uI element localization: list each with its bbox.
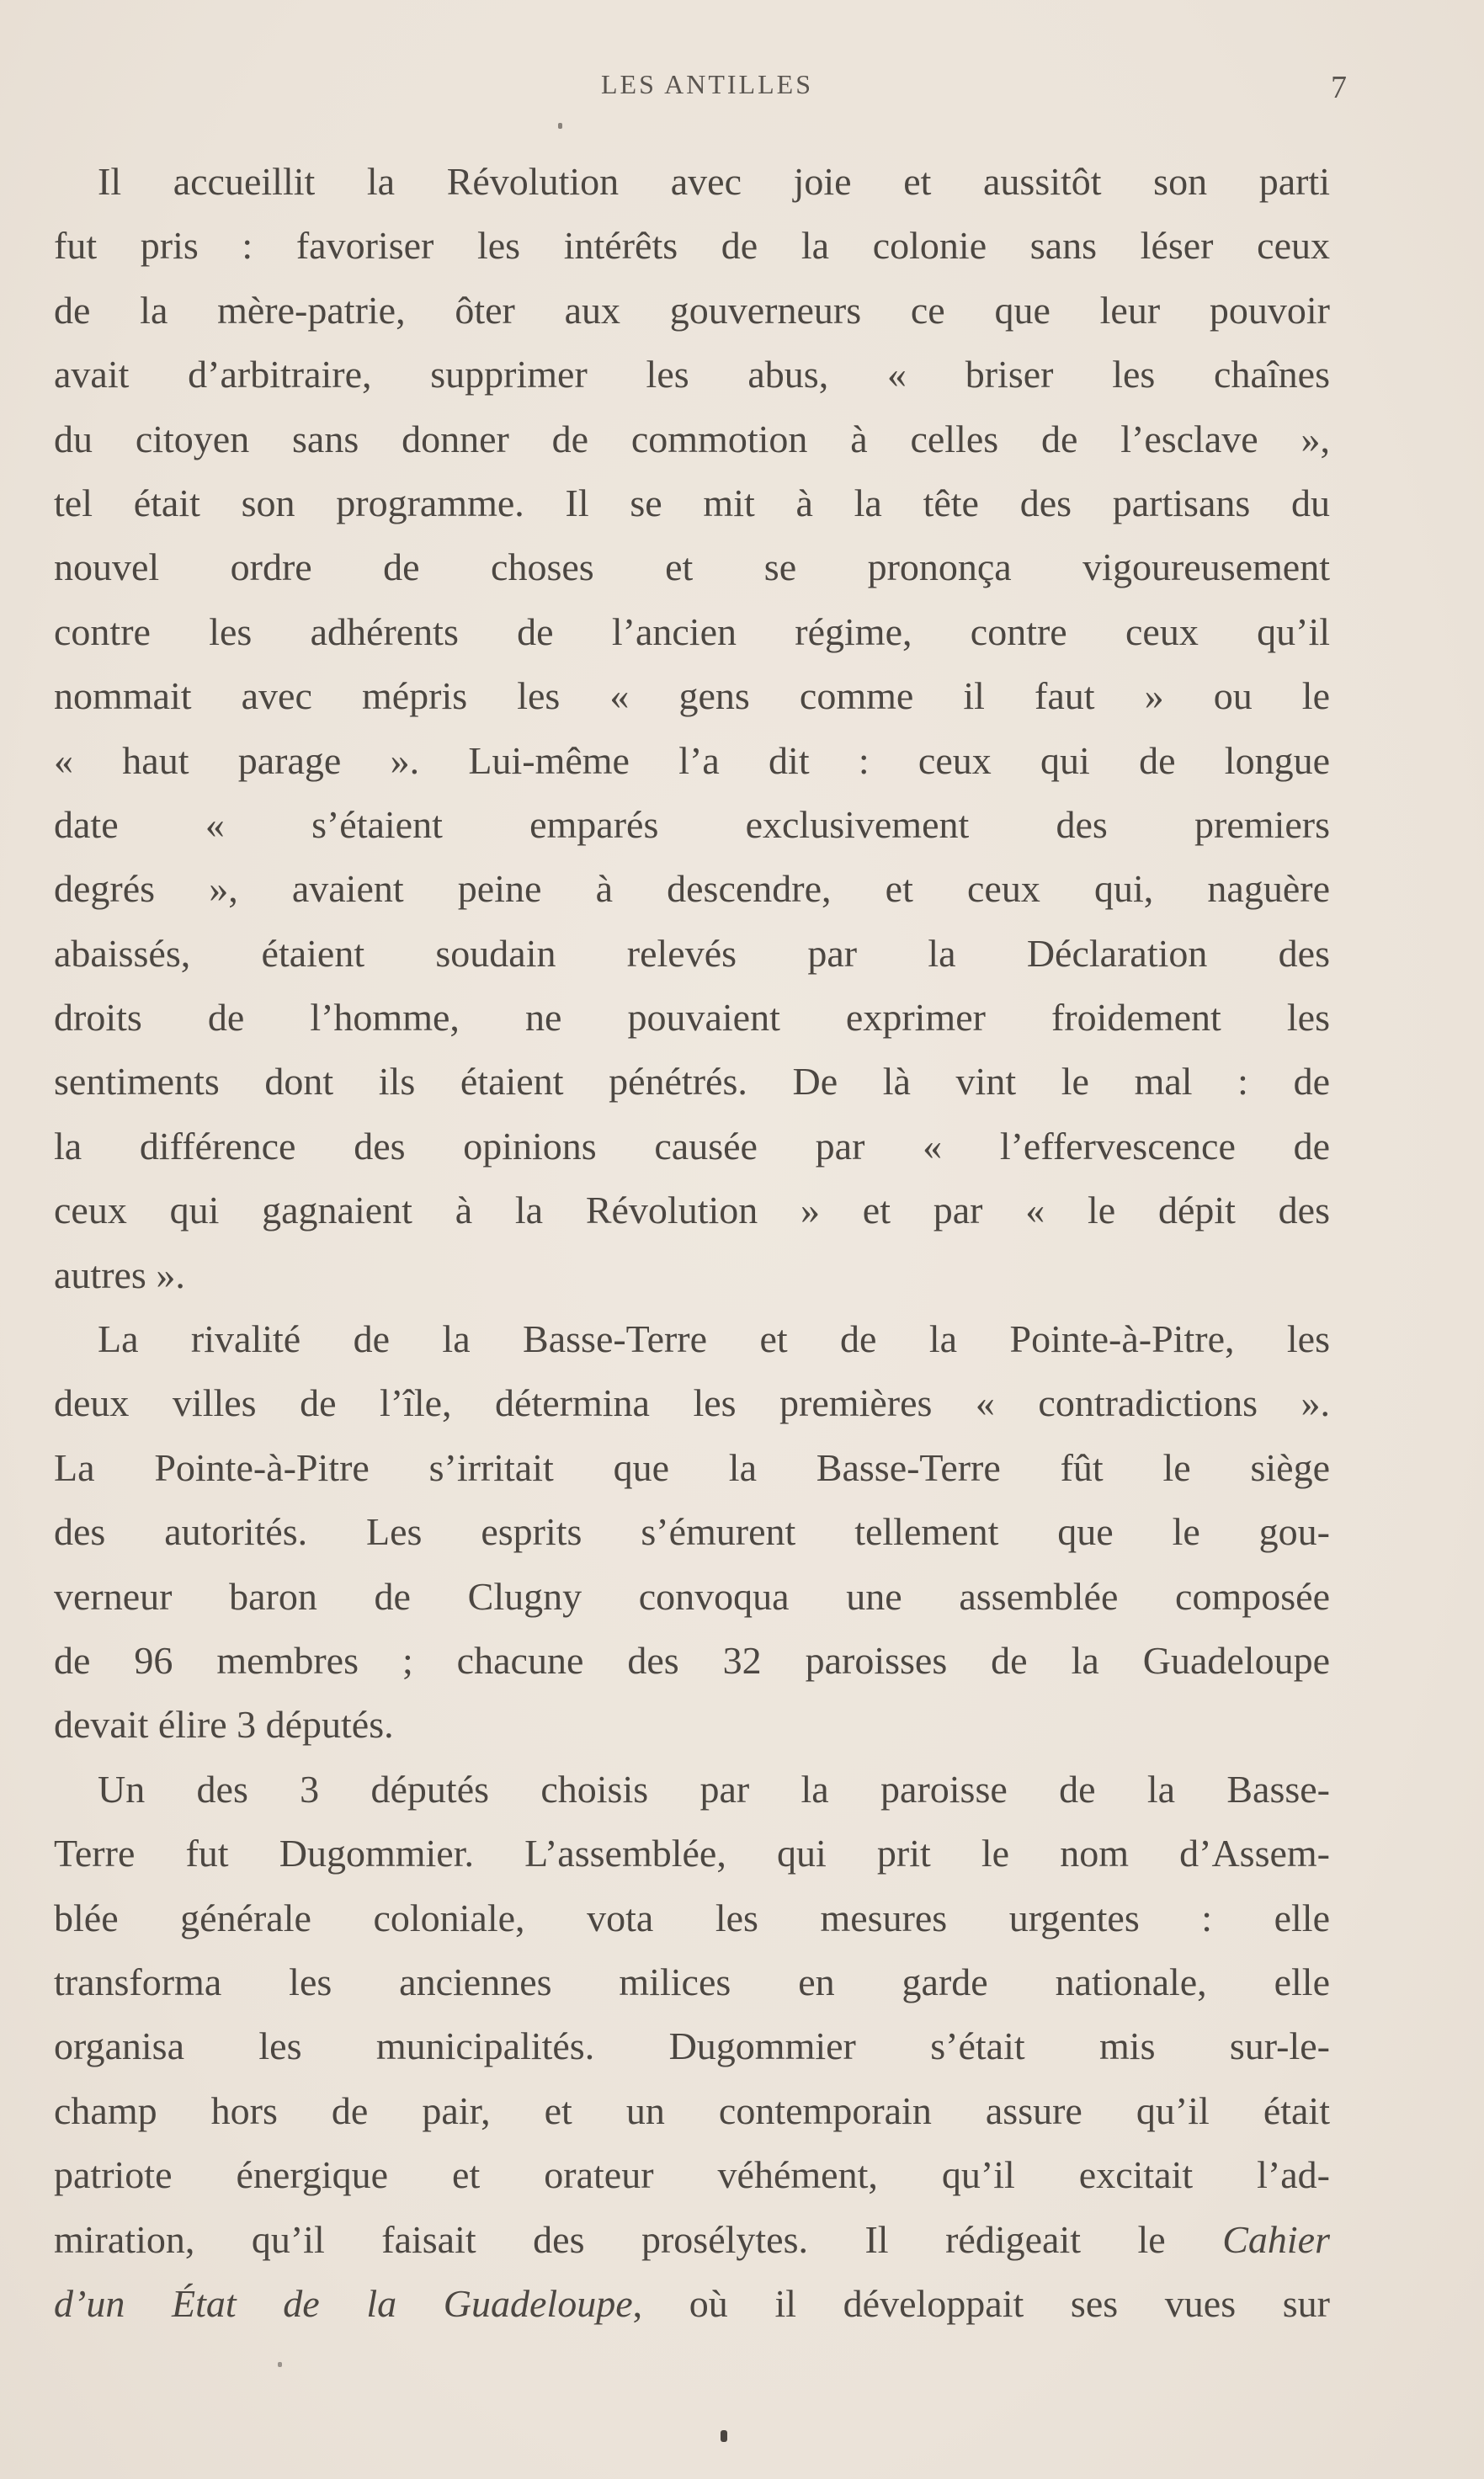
- text-line: verneur baron de Clugny convoqua une assemblée composée: [54, 1574, 1330, 1618]
- text-line: nommait avec mépris les « gens comme il faut » ou le: [54, 674, 1330, 718]
- text-line: Il accueillit la Révolution avec joie et aussitôt son parti: [98, 160, 1330, 203]
- text-line: blée générale coloniale, vota les mesures urgentes : elle: [54, 1896, 1330, 1939]
- text-line: droits de l’homme, ne pouvaient exprimer froidement les: [54, 996, 1330, 1040]
- text-line: transforma les anciennes milices en garde nationale, elle: [54, 1960, 1330, 2003]
- text-line: Terre fut Dugommier. L’assemblée, qui prit le nom d’Assem-: [54, 1832, 1330, 1875]
- italic-title: Cahier: [1222, 2217, 1330, 2261]
- text-line: du citoyen sans donner de commotion à celles de l’esclave »,: [54, 417, 1330, 460]
- text-line: des autorités. Les esprits s’émurent tellement que le gou-: [54, 1510, 1330, 1554]
- text-line: de la mère-patrie, ôter aux gouverneurs ce que leur pouvoir: [54, 288, 1330, 332]
- print-speck: [558, 123, 562, 129]
- text-line: degrés », avaient peine à descendre, et ceux qui, naguère: [54, 867, 1330, 911]
- text-segment: , où il développait ses vues sur: [632, 2281, 1330, 2325]
- text-line: date « s’étaient emparés exclusivement des premiers: [54, 802, 1330, 846]
- text-line: la différence des opinions causée par « l’effervescence de: [54, 1124, 1330, 1168]
- text-line: patriote énergique et orateur véhément, qu’il excitait l’ad-: [54, 2153, 1330, 2197]
- text-line: sentiments dont ils étaient pénétrés. De là vint le mal : de: [54, 1060, 1330, 1104]
- text-line: [54, 2208, 1330, 2272]
- text-line: fut pris : favoriser les intérêts de la colonie sans léser ceux: [54, 224, 1330, 268]
- text-line: champ hors de pair, et un contemporain assure qu’il était: [54, 2088, 1330, 2132]
- text-line: La rivalité de la Basse-Terre et de la Pointe-à-Pitre, les: [98, 1317, 1330, 1361]
- printer-mark: [721, 2430, 727, 2442]
- text-line: avait d’arbitraire, supprimer les abus, « briser les chaînes: [54, 353, 1330, 396]
- text-line: « haut parage ». Lui-même l’a dit : ceux qui de longue: [54, 738, 1330, 782]
- italic-title: d’un État de la Guadeloupe: [54, 2281, 633, 2325]
- text-line: abaissés, étaient soudain relevés par la Déclaration des: [54, 931, 1330, 975]
- text-segment: miration, qu’il faisait des prosélytes. Il rédigeait le: [54, 2217, 1223, 2261]
- page-number: 7: [1331, 70, 1347, 105]
- running-head: [0, 69, 1484, 111]
- body-text: [54, 150, 1330, 2336]
- text-line: La Pointe-à-Pitre s’irritait que la Basse-Terre fût le siège: [54, 1445, 1330, 1489]
- text-line: contre les adhérents de l’ancien régime, contre ceux qu’il: [54, 609, 1330, 653]
- text-line: deux villes de l’île, détermina les premières « contradictions ».: [54, 1381, 1330, 1425]
- text-line: tel était son programme. Il se mit à la tête des partisans du: [54, 481, 1330, 524]
- text-line: [54, 2272, 1330, 2336]
- running-title: LES ANTILLES: [601, 69, 813, 99]
- text-line: de 96 membres ; chacune des 32 paroisses de la Guadeloupe: [54, 1638, 1330, 1682]
- text-line: organisa les municipalités. Dugommier s’était mis sur-le-: [54, 2024, 1330, 2068]
- text-line: autres ».: [54, 1253, 185, 1296]
- text-line: Un des 3 députés choisis par la paroisse de la Basse-: [98, 1767, 1330, 1811]
- text-line: ceux qui gagnaient à la Révolution » et par « le dépit des: [54, 1189, 1330, 1232]
- text-line: nouvel ordre de choses et se prononça vigoureusement: [54, 545, 1330, 589]
- print-speck: [278, 2362, 282, 2367]
- text-line: devait élire 3 députés.: [54, 1703, 394, 1747]
